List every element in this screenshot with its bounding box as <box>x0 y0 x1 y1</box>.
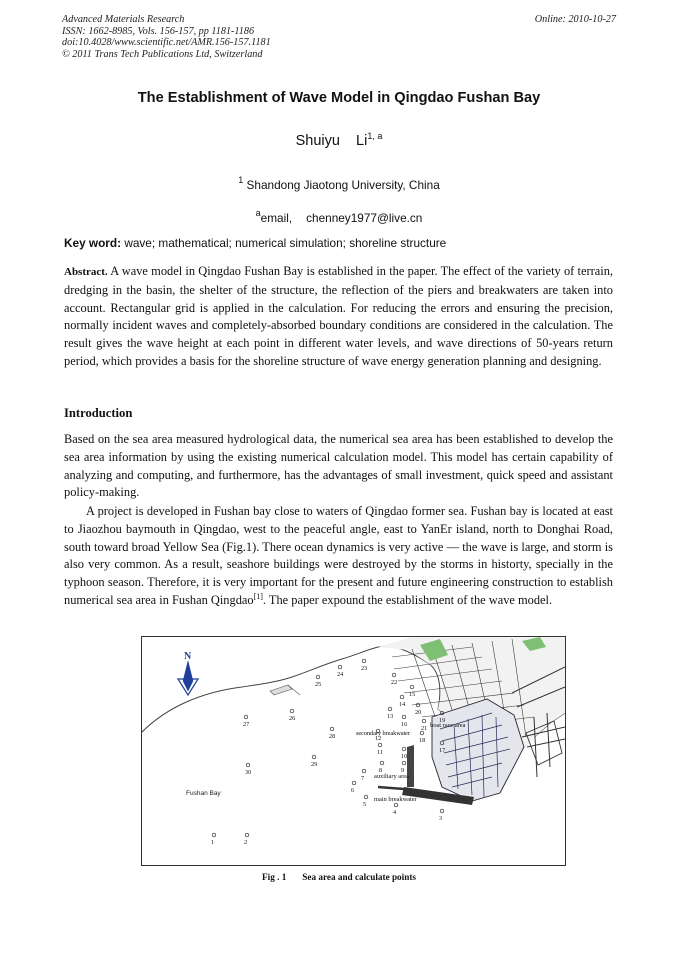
calc-point-label-25: 25 <box>315 681 322 688</box>
calc-point-label-3: 3 <box>439 815 443 822</box>
calc-point-27 <box>244 715 248 719</box>
calc-point-label-9: 9 <box>401 767 405 774</box>
calc-point-28 <box>330 727 334 731</box>
calc-point-label-11: 11 <box>377 749 383 756</box>
calc-point-label-23: 23 <box>361 665 368 672</box>
calc-point-label-26: 26 <box>289 715 296 722</box>
calc-point-1 <box>212 833 216 837</box>
calc-point-3 <box>440 809 444 813</box>
abstract-label: Abstract. <box>64 266 108 278</box>
paper-title: The Establishment of Wave Model in Qingdao Fushan Bay <box>137 90 541 106</box>
abstract <box>64 263 613 371</box>
calc-point-30 <box>246 763 250 767</box>
calc-point-label-5: 5 <box>363 801 367 808</box>
calc-point-label-8: 8 <box>379 767 383 774</box>
calc-point-20 <box>416 703 420 707</box>
copyright-line: © 2011 Trans Tech Publications Ltd, Switzerland <box>62 48 263 60</box>
calc-point-5 <box>364 795 368 799</box>
calc-point-6 <box>352 781 356 785</box>
calc-point-2 <box>245 833 249 837</box>
intro-paragraph-2 <box>64 503 613 610</box>
calc-point-13 <box>388 707 392 711</box>
email-mark: a <box>255 208 261 218</box>
small-jetty <box>270 685 292 695</box>
intro-p2-end: . The paper expound the establishment of the wave model. <box>262 592 553 607</box>
figure-map <box>141 636 566 866</box>
calc-point-23 <box>362 659 366 663</box>
figure-caption <box>0 872 678 882</box>
label-secondary-breakwater: secondary breakwater <box>356 730 410 737</box>
author-name: Shuiyu Li <box>295 133 368 149</box>
calc-point-label-22: 22 <box>391 679 398 686</box>
affiliation-text: Shandong Jiaotong University, China <box>246 178 440 192</box>
calc-point-label-27: 27 <box>243 721 250 728</box>
calc-point-label-14: 14 <box>399 701 406 708</box>
calc-point-label-19: 19 <box>439 717 446 724</box>
citation-ref[interactable]: [1] <box>253 591 263 601</box>
calc-point-9 <box>402 761 406 765</box>
calc-point-label-17: 17 <box>439 747 446 754</box>
page-header <box>62 14 616 60</box>
calc-point-29 <box>312 755 316 759</box>
calc-point-14 <box>400 695 404 699</box>
figure-caption-label: Fig . 1 <box>262 872 287 882</box>
calc-point-label-4: 4 <box>393 809 397 816</box>
online-date: Online: 2010-10-27 <box>534 14 616 25</box>
calc-point-label-12: 12 <box>375 735 382 742</box>
secondary-breakwater <box>407 745 414 787</box>
email-label: email, <box>260 211 293 225</box>
calc-point-24 <box>338 665 342 669</box>
calc-point-26 <box>290 709 294 713</box>
calc-point-label-21: 21 <box>421 725 428 732</box>
issn-line: ISSN: 1662-8985, Vols. 156-157, pp 1181-1186 <box>62 25 255 37</box>
calc-point-11 <box>378 743 382 747</box>
calc-point-label-30: 30 <box>245 769 252 776</box>
bay-label: Fushan Bay <box>186 790 221 797</box>
calc-point-7 <box>362 769 366 773</box>
label-boat-race-area: boat race area <box>430 722 466 729</box>
doi-line: doi:10.4028/www.scientific.net/AMR.156-157.1181 <box>62 37 271 49</box>
intro-p2-text: A project is developed in Fushan bay close to waters of Qingdao former sea. Fushan bay is located at east to Jiaozhou baymouth in Qingdao, west to the peaceful angle, east to YanEr island, north to Donghai Road, south toward broad Yellow Sea (Fig.1). There ocean dynamics is very active — the wave is large, and storm is also very common. As a result, seashore buildings were destroyed by the storms in historty, specially in the typhoon season. Therefore, it is very important for the present and future engineering construction to establish numerical sea area in Fushan Qingdao <box>64 504 613 607</box>
port-block <box>432 699 524 801</box>
label-main-breakwater: main breakwater <box>374 796 417 803</box>
journal-name: Advanced Materials Research <box>62 14 185 25</box>
calc-point-label-28: 28 <box>329 733 336 740</box>
calc-point-label-29: 29 <box>311 761 318 768</box>
calc-point-label-18: 18 <box>419 737 426 744</box>
calc-point-8 <box>380 761 384 765</box>
calc-point-label-20: 20 <box>415 709 422 716</box>
affiliation <box>0 175 678 192</box>
calc-point-label-16: 16 <box>401 721 408 728</box>
calc-point-label-2: 2 <box>244 839 248 846</box>
calc-point-label-7: 7 <box>361 775 365 782</box>
email-address[interactable]: chenney1977@live.cn <box>306 211 423 225</box>
calc-point-25 <box>316 675 320 679</box>
calc-point-label-6: 6 <box>351 787 355 794</box>
author-line <box>0 131 678 149</box>
author-marks: 1, a <box>367 131 383 141</box>
calc-point-10 <box>402 747 406 751</box>
north-label: N <box>184 651 192 662</box>
abstract-text: A wave model in Qingdao Fushan Bay is established in the paper. The effect of the variety of terrain, dredging in the basin, the shelter of the structure, the reflection of the piers and breakwaters are taken into account. Rectangular grid is applied in the calculation. For reducing the errors and ensuring the precision, normally incident waves and completely-absorbed boundary conditions are considered in the calculation. The result gives the wave height at each point in different water levels, and wave directions of 50-years return period, which provides a basis for the shoreline structure of wave energy generation planning and designing. <box>64 264 613 368</box>
calc-point-label-13: 13 <box>387 713 394 720</box>
calc-point-21 <box>422 719 426 723</box>
affiliation-mark: 1 <box>238 175 244 185</box>
section-heading: Introduction <box>64 406 133 420</box>
keywords <box>64 236 616 250</box>
calc-point-15 <box>410 685 414 689</box>
calc-point-4 <box>394 803 398 807</box>
calc-point-label-1: 1 <box>211 839 215 846</box>
keywords-label: Key word: <box>64 236 122 250</box>
intro-paragraph-1: Based on the sea area measured hydrological data, the numerical sea area has been established to develop the sea area information by using the existing numerical calculation model. This model has certain capability of analyzing and computing, and furthermore, has the advantages of small investment, quick speed and assistant policy-making. <box>64 432 613 500</box>
figure-caption-text: Sea area and calculate points <box>302 872 416 882</box>
email-line <box>0 208 678 225</box>
calc-point-16 <box>402 715 406 719</box>
calc-point-label-24: 24 <box>337 671 344 678</box>
calc-point-label-15: 15 <box>409 691 416 698</box>
keywords-text: wave; mathematical; numerical simulation; shoreline structure <box>124 236 447 250</box>
calc-point-label-10: 10 <box>401 753 408 760</box>
label-auxiliary-area: auxiliary area <box>374 773 409 780</box>
north-arrow-icon <box>178 661 198 695</box>
calc-point-22 <box>392 673 396 677</box>
